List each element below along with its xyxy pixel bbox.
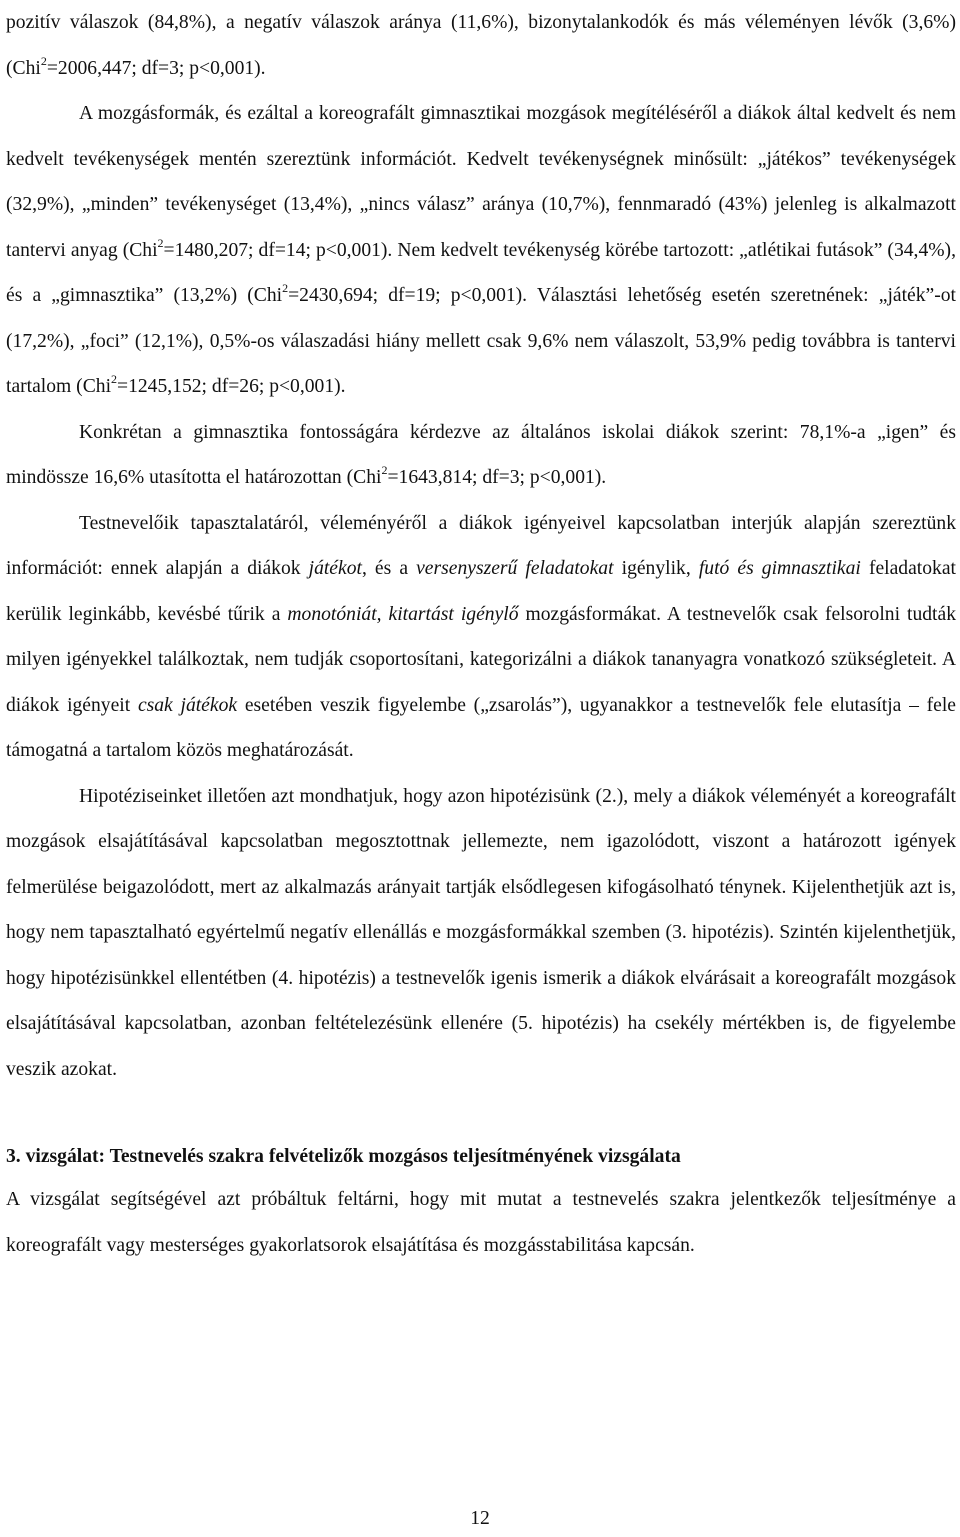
chi-square-superscript: 2 [40, 53, 47, 68]
emphasis-text: monotóniát, kitartást igénylő [287, 603, 519, 625]
page-number: 12 [470, 1508, 490, 1529]
chi-square-superscript: 2 [157, 235, 164, 250]
paragraph-text: pozitív válaszok (84,8%), a negatív válaszok aránya (11,6%), bizonytalankodók és más véleményen lévők (3,6%) (Chi [6, 12, 956, 79]
emphasis-text: csak játékok [137, 694, 238, 716]
paragraph-hypotheses: Hipotéziseinket illetően azt mondhatjuk, hogy azon hipotézisünk (2.), mely a diákok véleményét a koreografált mozgások elsajátításával kapcsolatban megosztottnak jellemezte, nem igazolódott, viszont a határozott igények felmerülése beigazolódott, mert az alkalmazás arányait tartják elsődlegesen kifogásolható ténynek. Kijelenthetjük azt is, hogy nem tapasztalható egyértelmű negatív ellenállás e mozgásformákkal szemben (3. hipotézis). Szintén kijelenthetjük, hogy hipotézisünkkel ellentétben (4. hipotézis) a testnevelők igenis ismerik a diákok elvárásait a koreografált mozgások elsajátításával kapcsolatban, azonban feltételezésünk ellenére (5. hipotézis) ha csekély mértékben is, de figyelembe veszik azokat. [6, 785, 956, 1080]
document-page [6, 0, 956, 1268]
paragraph-movement-forms [6, 91, 956, 410]
paragraph-text: A mozgásformák, és ezáltal a koreografált gimnasztikai mozgások megítéléséről a diákok által kedvelt és nem kedvelt tevékenységek mentén szereztünk információt. Kedvelt tevékenységnek minősült: „játékos” tevékenységek (32,9%), „minden” tevékenységet (13,4%), „nincs válasz” aránya (10,7%), fennmaradó (43%) jelenleg is alkalmazott tantervi anyag (Chi [6, 103, 956, 261]
paragraph-text: feladatokat kerülik leginkább, kevésbé tűrik a [6, 558, 956, 625]
emphasis-text: játékot [308, 558, 362, 579]
paragraph-text: =1643,814; df=3; p<0,001). [387, 467, 607, 488]
chi-square-superscript: 2 [381, 463, 388, 478]
paragraph-teacher-interviews [6, 501, 956, 774]
paragraph-text: =2006,447; df=3; p<0,001). [46, 57, 266, 79]
section-heading: 3. vizsgálat: Testnevelés szakra felvételizők mozgásos teljesítményének vizsgálata [6, 1146, 681, 1167]
paragraph-text: =1480,207; df=14; p<0,001). Nem kedvelt tevékenység körébe tartozott: „atlétikai futások” (34,4%), és a „gimnasztika” (13,2%) (Chi [6, 239, 956, 306]
paragraph-text: igénylik, [613, 558, 699, 579]
paragraph-text: =1245,152; df=26; p<0,001). [117, 376, 346, 397]
paragraph-text: , és a [361, 558, 417, 579]
paragraph-text: =2430,694; df=19; p<0,001). Választási lehetőség esetén szeretnének: „játék”-ot (17,2%), „foci” (12,1%), 0,5%-os válaszadási hiány mellett csak 9,6% nem válaszolt, 53,9% pedig továbbra is tantervi tartalom (Chi [6, 285, 956, 397]
chi-square-superscript: 2 [111, 372, 118, 387]
paragraph-survey-results [6, 0, 956, 91]
paragraph-text: esetében veszik figyelembe („zsarolás”), ugyanakkor a testnevelők fele elutasítja – fele támogatná a tartalom közös meghatározását. [6, 694, 956, 761]
paragraph-section-intro: A vizsgálat segítségével azt próbáltuk feltárni, hogy mit mutat a testnevelés szakra jelentkezők teljesítménye a koreografált vagy mesterséges gyakorlatsorok elsajátítása és mozgásstabilitása kapcsán. [6, 1189, 956, 1256]
paragraph-text: Testnevelőik tapasztalatáról, véleményéről a diákok igényeivel kapcsolatban interjúk alapján szereztünk információt: ennek alapján a diákok [6, 512, 956, 579]
paragraph-gymnastics-importance [6, 410, 956, 501]
chi-square-superscript: 2 [282, 281, 289, 296]
emphasis-text: versenyszerű feladatokat [416, 558, 614, 579]
paragraph-text: mozgásformákat. A testnevelők csak felsorolni tudták milyen igényekkel találkoztak, nem tudják csoportosítani, kategorizálni a diákok tananyagra vonatkozó szükségleteit. A diákok igényeit [6, 603, 956, 716]
paragraph-text: Konkrétan a gimnasztika fontosságára kérdezve az általános iskolai diákok szerint: 78,1%-a „igen” és mindössze 16,6% utasította el határozottan (Chi [6, 421, 956, 488]
emphasis-text: futó és gimnasztikai [698, 558, 861, 579]
